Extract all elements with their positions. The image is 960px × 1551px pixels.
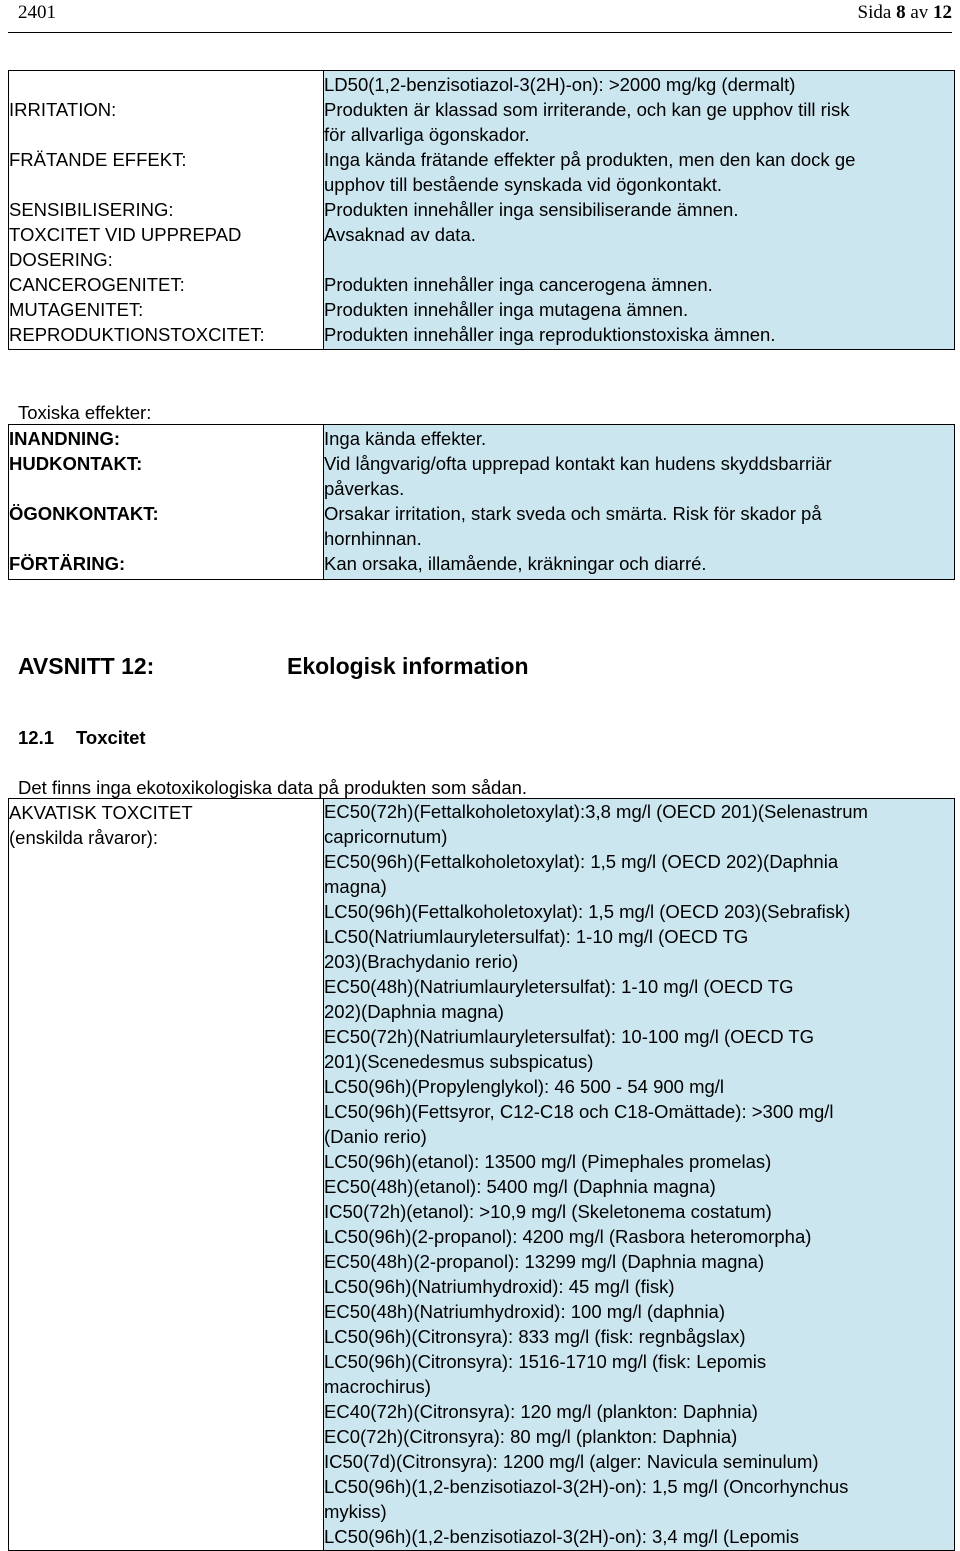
aquatic-line: EC50(48h)(etanol): 5400 mg/l (Daphnia magna) xyxy=(324,1176,716,1197)
aquatic-line: IC50(72h)(etanol): >10,9 mg/l (Skeletonema costatum) xyxy=(324,1201,772,1222)
tox-value: LD50(1,2-benzisotiazol-3(2H)-on): >2000 mg/kg (dermalt) xyxy=(324,74,796,95)
tox-label: IRRITATION: xyxy=(9,99,117,120)
header-divider xyxy=(8,32,952,33)
tox-label: REPRODUKTIONSTOXCITET: xyxy=(9,324,265,345)
aquatic-line: LC50(96h)(Natriumhydroxid): 45 mg/l (fisk) xyxy=(324,1276,675,1297)
aquatic-line: EC50(48h)(Natriumlauryletersulfat): 1-10 mg/l (OECD TG xyxy=(324,976,794,997)
tox-labels-cell xyxy=(9,71,324,350)
tox-value xyxy=(324,247,954,272)
aquatic-line: (Danio rerio) xyxy=(324,1126,427,1147)
exposure-effect: Inga kända effekter. xyxy=(324,428,487,449)
tox-value: för allvarliga ögonskador. xyxy=(324,124,530,145)
aquatic-line: magna) xyxy=(324,876,387,897)
page-indicator xyxy=(858,2,952,24)
page-label: Sida xyxy=(857,2,892,23)
toxic-effects-heading: Toxiska effekter: xyxy=(18,402,152,423)
aquatic-line: EC50(96h)(Fettalkoholetoxylat): 1,5 mg/l (OECD 202)(Daphnia xyxy=(324,851,839,872)
aquatic-line: LC50(96h)(1,2-benzisotiazol-3(2H)-on): 3,4 mg/l (Lepomis xyxy=(324,1526,800,1547)
tox-label: FRÄTANDE EFFEKT: xyxy=(9,149,187,170)
aquatic-line: LC50(96h)(Fettalkoholetoxylat): 1,5 mg/l (OECD 203)(Sebrafisk) xyxy=(324,901,851,922)
tox-label xyxy=(9,72,323,97)
page-total: 12 xyxy=(933,2,952,23)
tox-value: Inga kända frätande effekter på produkten, men den kan dock ge xyxy=(324,149,856,170)
aquatic-line: mykiss) xyxy=(324,1501,387,1522)
aquatic-line: EC50(72h)(Natriumlauryletersulfat): 10-100 mg/l (OECD TG xyxy=(324,1026,815,1047)
aquatic-line: LC50(96h)(1,2-benzisotiazol-3(2H)-on): 1,5 mg/l (Oncorhynchus xyxy=(324,1476,849,1497)
exposure-route-label: INANDNING: xyxy=(9,428,120,449)
tox-value: Produkten innehåller inga mutagena ämnen. xyxy=(324,299,689,320)
exposure-effect: påverkas. xyxy=(324,478,405,499)
aquatic-line: LC50(96h)(Fettsyror, C12-C18 och C18-Omättade): >300 mg/l xyxy=(324,1101,834,1122)
exposure-route-label xyxy=(9,476,323,501)
exposure-effect: hornhinnan. xyxy=(324,528,422,549)
aquatic-line: EC50(48h)(2-propanol): 13299 mg/l (Daphnia magna) xyxy=(324,1251,765,1272)
page-number: 8 xyxy=(896,2,906,23)
document-number: 2401 xyxy=(18,2,56,23)
exposure-effect: Vid långvarig/ofta upprepad kontakt kan hudens skyddsbarriär xyxy=(324,453,832,474)
section-title: Ekologisk information xyxy=(287,653,529,679)
exposure-effect: Orsakar irritation, stark sveda och smärta. Risk för skador på xyxy=(324,503,822,524)
subsection-number: 12.1 xyxy=(18,727,55,748)
tox-label: SENSIBILISERING: xyxy=(9,199,174,220)
toxic-effects-values-cell xyxy=(324,425,955,580)
exposure-route-label: HUDKONTAKT: xyxy=(9,453,143,474)
aquatic-line: LC50(Natriumlauryletersulfat): 1-10 mg/l (OECD TG xyxy=(324,926,749,947)
exposure-route-label: ÖGONKONTAKT: xyxy=(9,503,159,524)
aquatic-line: LC50(96h)(etanol): 13500 mg/l (Pimephales promelas) xyxy=(324,1151,772,1172)
tox-value: Produkten innehåller inga sensibiliserande ämnen. xyxy=(324,199,739,220)
tox-value: Produkten är klassad som irriterande, och kan ge upphov till risk xyxy=(324,99,850,120)
aquatic-line: EC40(72h)(Citronsyra): 120 mg/l (plankton: Daphnia) xyxy=(324,1401,758,1422)
section-number: AVSNITT 12: xyxy=(18,653,155,679)
aquatic-toxicity-table xyxy=(8,798,955,1551)
aquatic-line: LC50(96h)(Propylenglykol): 46 500 - 54 900 mg/l xyxy=(324,1076,725,1097)
toxic-effects-labels-cell xyxy=(9,425,324,580)
section-intro: Det finns inga ekotoxikologiska data på produkten som sådan. xyxy=(18,777,528,798)
tox-label: CANCEROGENITET: xyxy=(9,274,185,295)
aquatic-line: EC50(72h)(Fettalkoholetoxylat):3,8 mg/l (OECD 201)(Selenastrum xyxy=(324,801,868,822)
exposure-effect: Kan orsaka, illamående, kräkningar och diarré. xyxy=(324,553,707,574)
aquatic-line: EC0(72h)(Citronsyra): 80 mg/l (plankton: Daphnia) xyxy=(324,1426,738,1447)
aquatic-values-cell xyxy=(324,799,955,1551)
tox-label: TOXCITET VID UPPREPAD xyxy=(9,224,242,245)
aquatic-line: LC50(96h)(Citronsyra): 1516-1710 mg/l (fisk: Lepomis xyxy=(324,1351,767,1372)
tox-label xyxy=(9,122,323,147)
aquatic-line: 203)(Brachydanio rerio) xyxy=(324,951,519,972)
tox-value: Produkten innehåller inga cancerogena ämnen. xyxy=(324,274,713,295)
aquatic-label-cell xyxy=(9,799,324,1551)
aquatic-line: 202)(Daphnia magna) xyxy=(324,1001,504,1022)
toxic-effects-table xyxy=(8,424,955,580)
aquatic-label: AKVATISK TOXCITET xyxy=(9,802,193,823)
aquatic-line: LC50(96h)(2-propanol): 4200 mg/l (Rasbora heteromorpha) xyxy=(324,1226,812,1247)
tox-value: upphov till bestående synskada vid ögonkontakt. xyxy=(324,174,723,195)
exposure-route-label: FÖRTÄRING: xyxy=(9,553,126,574)
aquatic-line: LC50(96h)(Citronsyra): 833 mg/l (fisk: regnbågslax) xyxy=(324,1326,746,1347)
exposure-route-label xyxy=(9,526,323,551)
tox-label: DOSERING: xyxy=(9,249,113,270)
aquatic-label: (enskilda råvaror): xyxy=(9,827,159,848)
tox-label xyxy=(9,172,323,197)
toxicology-table xyxy=(8,70,955,350)
aquatic-line: 201)(Scenedesmus subspicatus) xyxy=(324,1051,594,1072)
page-of: av xyxy=(910,2,929,23)
aquatic-line: macrochirus) xyxy=(324,1376,431,1397)
tox-value: Avsaknad av data. xyxy=(324,224,476,245)
tox-label: MUTAGENITET: xyxy=(9,299,144,320)
aquatic-line: capricornutum) xyxy=(324,826,448,847)
aquatic-line: IC50(7d)(Citronsyra): 1200 mg/l (alger: Navicula seminulum) xyxy=(324,1451,819,1472)
subsection-title: Toxcitet xyxy=(76,727,146,748)
tox-value: Produkten innehåller inga reproduktionstoxiska ämnen. xyxy=(324,324,776,345)
tox-values-cell xyxy=(324,71,955,350)
aquatic-line: EC50(48h)(Natriumhydroxid): 100 mg/l (daphnia) xyxy=(324,1301,726,1322)
